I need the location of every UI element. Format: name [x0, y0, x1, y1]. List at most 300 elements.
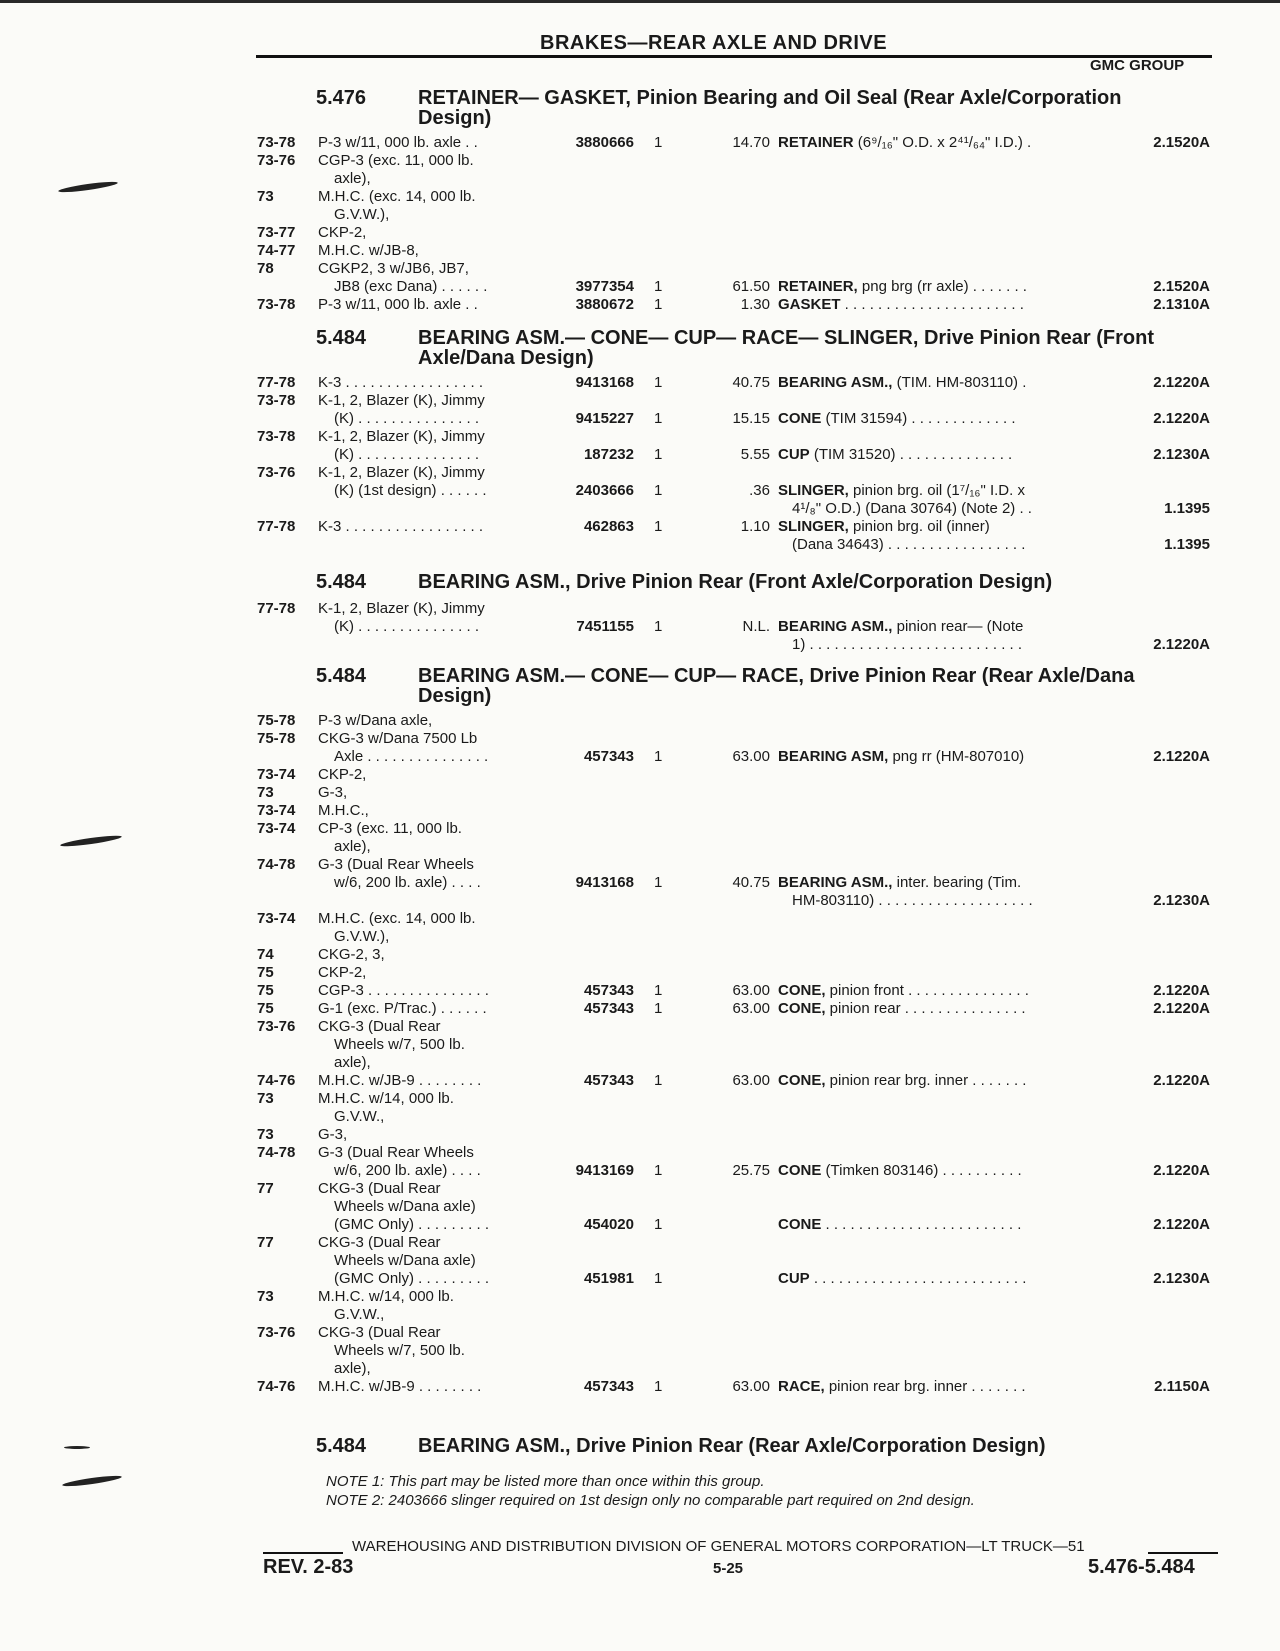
- catalog-row: [0, 1144, 1280, 1162]
- group-code: 2.1220A: [1153, 374, 1210, 391]
- group-code: 2.1230A: [1153, 446, 1210, 463]
- catalog-row: [0, 910, 1280, 928]
- part-detail: pinion rear— (Note: [892, 618, 1024, 635]
- model-applicability: K-3 . . . . . . . . . . . . . . . . .: [318, 374, 484, 391]
- quantity: 1: [654, 374, 663, 391]
- model-applicability: CGKP2, 3 w/JB6, JB7,: [318, 260, 469, 277]
- model-years: 73-74: [257, 766, 296, 783]
- part-number: 457343: [583, 748, 634, 765]
- part-detail: pinion rear brg. inner . . . . . . .: [825, 1072, 1027, 1089]
- catalog-row: [0, 1270, 1280, 1288]
- model-applicability: CKG-3 (Dual Rear: [318, 1018, 441, 1035]
- part-detail: pinion rear brg. inner . . . . . . .: [824, 1378, 1026, 1395]
- model-years: 75-78: [257, 730, 296, 747]
- group-label: GMC GROUP: [1090, 57, 1185, 74]
- catalog-row: [0, 928, 1280, 946]
- catalog-row: [0, 374, 1280, 392]
- section-heading: [0, 666, 1280, 712]
- model-years: 73-78: [257, 134, 296, 151]
- part-name: CONE,: [778, 1072, 826, 1089]
- part-detail: pinion brg. oil (inner): [848, 518, 990, 535]
- list-price: 40.75: [732, 874, 770, 891]
- catalog-row: [0, 410, 1280, 428]
- section-title: RETAINER— GASKET, Pinion Bearing and Oil Seal (Rear Axle/Corporation Design): [418, 87, 1122, 129]
- list-price: 63.00: [732, 982, 770, 999]
- quantity: 1: [654, 410, 663, 427]
- quantity: 1: [654, 748, 663, 765]
- model-years: 77-78: [257, 518, 296, 535]
- part-name: CONE: [778, 410, 822, 427]
- list-price: N.L.: [742, 618, 770, 635]
- model-applicability: Wheels w/7, 500 lb.: [334, 1342, 465, 1359]
- model-applicability: M.H.C.,: [318, 802, 369, 819]
- model-applicability: M.H.C. w/JB-9 . . . . . . . .: [318, 1072, 482, 1089]
- list-price: 14.70: [732, 134, 770, 151]
- part-detail: (Timken 803146) . . . . . . . . . .: [821, 1162, 1022, 1179]
- part-description: [778, 296, 1024, 314]
- model-applicability: axle),: [334, 170, 371, 187]
- model-applicability: CGP-3 . . . . . . . . . . . . . . .: [318, 982, 489, 999]
- group-code: 2.1230A: [1153, 892, 1210, 909]
- section-title: BEARING ASM.— CONE— CUP— RACE— SLINGER, Drive Pinion Rear (Front Axle/Dana Design): [418, 327, 1154, 369]
- part-number: 457343: [583, 982, 634, 999]
- quantity: 1: [654, 1216, 663, 1233]
- group-code: 2.1220A: [1153, 410, 1210, 427]
- model-applicability: CKP-2,: [318, 224, 367, 241]
- model-years: 73: [257, 1126, 274, 1143]
- catalog-section: [0, 1436, 1280, 1464]
- catalog-row: [0, 1126, 1280, 1144]
- catalog-row: [0, 1288, 1280, 1306]
- catalog-row: [0, 206, 1280, 224]
- catalog-section: [0, 328, 1280, 554]
- catalog-row: [0, 1306, 1280, 1324]
- list-price: 63.00: [732, 1378, 770, 1395]
- list-price: 40.75: [732, 374, 770, 391]
- title-rule: [256, 55, 1212, 58]
- section-heading: [0, 88, 1280, 134]
- model-applicability: G-3,: [318, 784, 348, 801]
- model-applicability: axle),: [334, 838, 371, 855]
- list-price: 25.75: [732, 1162, 770, 1179]
- catalog-row: [0, 242, 1280, 260]
- model-years: 73: [257, 1288, 274, 1305]
- part-detail: . . . . . . . . . . . . . . . . . . . . . .: [840, 296, 1024, 313]
- catalog-row: [0, 1090, 1280, 1108]
- model-applicability: Axle . . . . . . . . . . . . . . .: [334, 748, 489, 765]
- model-applicability: (GMC Only) . . . . . . . . .: [334, 1216, 490, 1233]
- part-number: 9413169: [575, 1162, 634, 1179]
- catalog-section: [0, 572, 1280, 654]
- catalog-row: [0, 1072, 1280, 1090]
- part-name: SLINGER,: [778, 482, 849, 499]
- model-years: 73-76: [257, 1018, 296, 1035]
- group-code: 2.1520A: [1153, 278, 1210, 295]
- part-number: 3880672: [575, 296, 634, 313]
- list-price: 15.15: [732, 410, 770, 427]
- quantity: 1: [654, 874, 663, 891]
- part-description: [778, 1072, 1026, 1090]
- model-applicability: G-3 (Dual Rear Wheels: [318, 856, 474, 873]
- part-description: [778, 1216, 1021, 1234]
- part-description: [778, 278, 1027, 296]
- model-years: 73-74: [257, 820, 296, 837]
- part-number: 462863: [583, 518, 634, 535]
- part-name: GASKET: [778, 296, 841, 313]
- part-description: [778, 518, 990, 536]
- catalog-row: [0, 712, 1280, 730]
- part-name: BEARING ASM.,: [778, 618, 893, 635]
- part-detail: . . . . . . . . . . . . . . . . . . . . . . . .: [821, 1216, 1022, 1233]
- notes: [326, 1472, 975, 1510]
- part-number: 7451155: [576, 618, 634, 635]
- catalog-row: [0, 600, 1280, 618]
- part-name: CUP: [778, 446, 810, 463]
- model-applicability: (K) . . . . . . . . . . . . . . .: [334, 410, 480, 427]
- catalog-row: [0, 946, 1280, 964]
- model-applicability: CP-3 (exc. 11, 000 lb.: [318, 820, 462, 837]
- part-detail: pinion front . . . . . . . . . . . . . . .: [825, 982, 1029, 999]
- part-description-continued: 4¹/₈" O.D.) (Dana 30764) (Note 2) . .: [792, 500, 1032, 517]
- catalog-row: [0, 766, 1280, 784]
- catalog-row: [0, 1108, 1280, 1126]
- part-detail: (TIM. HM-803110) .: [892, 374, 1027, 391]
- model-applicability: M.H.C. w/JB-8,: [318, 242, 419, 259]
- model-years: 75: [257, 1000, 274, 1017]
- part-number: 9413168: [575, 374, 634, 391]
- model-applicability: CKG-3 (Dual Rear: [318, 1234, 441, 1251]
- catalog-row: [0, 296, 1280, 314]
- part-description: [778, 748, 1024, 766]
- group-code: 2.1230A: [1153, 1270, 1210, 1287]
- note-2: NOTE 2: 2403666 slinger required on 1st design only no comparable part required on 2nd design.: [326, 1492, 975, 1509]
- note-1: NOTE 1: This part may be listed more than once within this group.: [326, 1473, 765, 1490]
- catalog-row: [0, 392, 1280, 410]
- model-applicability: Wheels w/Dana axle): [334, 1198, 476, 1215]
- part-detail: (TIM 31594) . . . . . . . . . . . . .: [821, 410, 1016, 427]
- part-description: [778, 982, 1029, 1000]
- model-years: 73-77: [257, 224, 296, 241]
- section-heading: [0, 1436, 1280, 1464]
- part-number: 451981: [583, 1270, 634, 1287]
- list-price: 63.00: [732, 748, 770, 765]
- part-name: BEARING ASM,: [778, 748, 889, 765]
- model-applicability: axle),: [334, 1054, 371, 1071]
- model-applicability: P-3 w/11, 000 lb. axle . .: [318, 134, 478, 151]
- part-name: RACE,: [778, 1378, 825, 1395]
- group-code: 2.1220A: [1153, 636, 1210, 653]
- part-description: [778, 618, 1023, 636]
- part-number: 454020: [583, 1216, 634, 1233]
- model-years: 77-78: [257, 374, 296, 391]
- catalog-row: [0, 482, 1280, 500]
- model-years: 77: [257, 1234, 274, 1251]
- model-applicability: M.H.C. w/14, 000 lb.: [318, 1090, 454, 1107]
- list-price: .36: [749, 482, 770, 499]
- model-applicability: K-1, 2, Blazer (K), Jimmy: [318, 600, 485, 617]
- group-code: 2.1310A: [1153, 296, 1210, 313]
- model-applicability: (K) . . . . . . . . . . . . . . .: [334, 618, 480, 635]
- model-applicability: M.H.C. w/JB-9 . . . . . . . .: [318, 1378, 482, 1395]
- catalog-section: [0, 666, 1280, 1396]
- part-description: [778, 874, 1021, 892]
- quantity: 1: [654, 1162, 663, 1179]
- part-number: 457343: [583, 1378, 634, 1395]
- model-applicability: M.H.C. w/14, 000 lb.: [318, 1288, 454, 1305]
- model-applicability: G-1 (exc. P/Trac.) . . . . . .: [318, 1000, 487, 1017]
- part-detail: png brg (rr axle) . . . . . . .: [857, 278, 1027, 295]
- catalog-row: [0, 170, 1280, 188]
- part-detail: (6⁹/₁₆" O.D. x 2⁴¹/₆₄" I.D.) .: [853, 134, 1032, 151]
- part-number: 457343: [583, 1000, 634, 1017]
- catalog-row: [0, 188, 1280, 206]
- model-applicability: K-1, 2, Blazer (K), Jimmy: [318, 428, 485, 445]
- model-years: 74-78: [257, 856, 296, 873]
- model-applicability: w/6, 200 lb. axle) . . . .: [334, 1162, 481, 1179]
- part-description-continued: (Dana 34643) . . . . . . . . . . . . . . . . .: [792, 536, 1026, 553]
- catalog-row: [0, 1234, 1280, 1252]
- catalog-row: [0, 1054, 1280, 1072]
- group-code: 1.1395: [1164, 500, 1210, 517]
- catalog-row: [0, 1378, 1280, 1396]
- model-years: 74: [257, 946, 274, 963]
- model-years: 73-76: [257, 464, 296, 481]
- part-detail: pinion rear . . . . . . . . . . . . . . .: [825, 1000, 1026, 1017]
- footer-rule-right: [1148, 1552, 1218, 1554]
- list-price: 5.55: [740, 446, 770, 463]
- model-applicability: axle),: [334, 1360, 371, 1377]
- group-code: 1.1395: [1164, 536, 1210, 553]
- catalog-row: [0, 1036, 1280, 1054]
- model-applicability: G.V.W.,: [334, 1108, 385, 1125]
- model-years: 73: [257, 188, 274, 205]
- quantity: 1: [654, 134, 663, 151]
- part-name: RETAINER,: [778, 278, 858, 295]
- catalog-row: [0, 856, 1280, 874]
- part-detail: inter. bearing (Tim.: [892, 874, 1022, 891]
- part-description: [778, 410, 1016, 428]
- revision-label: REV. 2-83: [263, 1556, 354, 1578]
- part-number: 9413168: [575, 874, 634, 891]
- model-applicability: CKP-2,: [318, 766, 367, 783]
- part-detail: (TIM 31520) . . . . . . . . . . . . . .: [809, 446, 1013, 463]
- group-code: 2.1520A: [1153, 134, 1210, 151]
- quantity: 1: [654, 1000, 663, 1017]
- list-price: 63.00: [732, 1072, 770, 1089]
- model-years: 73-78: [257, 296, 296, 313]
- footer-text: WAREHOUSING AND DISTRIBUTION DIVISION OF GENERAL MOTORS CORPORATION—LT TRUCK—51: [352, 1538, 1085, 1555]
- catalog-row: [0, 518, 1280, 536]
- part-description: [778, 1000, 1026, 1018]
- model-years: 75: [257, 964, 274, 981]
- part-number: 457343: [583, 1072, 634, 1089]
- model-applicability: P-3 w/Dana axle,: [318, 712, 433, 729]
- model-applicability: K-1, 2, Blazer (K), Jimmy: [318, 464, 485, 481]
- model-years: 73-76: [257, 1324, 296, 1341]
- catalog-row: [0, 982, 1280, 1000]
- model-years: 74-76: [257, 1378, 296, 1395]
- catalog-row: [0, 464, 1280, 482]
- section-number: 5.484: [316, 571, 367, 593]
- section-number: 5.484: [316, 327, 367, 349]
- catalog-row: [0, 428, 1280, 446]
- group-code: 2.1220A: [1153, 1216, 1210, 1233]
- model-applicability: CKP-2,: [318, 964, 367, 981]
- part-detail: . . . . . . . . . . . . . . . . . . . . . . . . . .: [809, 1270, 1027, 1287]
- catalog-row: [0, 134, 1280, 152]
- part-detail: pinion brg. oil (1⁷/₁₆" I.D. x: [848, 482, 1025, 499]
- model-years: 73: [257, 784, 274, 801]
- quantity: 1: [654, 1378, 663, 1395]
- quantity: 1: [654, 278, 663, 295]
- model-years: 73-76: [257, 152, 296, 169]
- part-name: CONE: [778, 1162, 822, 1179]
- catalog-row: [0, 446, 1280, 464]
- model-years: 74-77: [257, 242, 296, 259]
- model-years: 75-78: [257, 712, 296, 729]
- part-name: BEARING ASM.,: [778, 874, 893, 891]
- list-price: 61.50: [732, 278, 770, 295]
- list-price: 1.10: [740, 518, 770, 535]
- model-applicability: CKG-3 w/Dana 7500 Lb: [318, 730, 478, 747]
- section-heading: [0, 328, 1280, 374]
- model-applicability: K-3 . . . . . . . . . . . . . . . . .: [318, 518, 484, 535]
- model-applicability: Wheels w/7, 500 lb.: [334, 1036, 465, 1053]
- group-code: 2.1220A: [1153, 1000, 1210, 1017]
- catalog-row: [0, 152, 1280, 170]
- part-description-continued: HM-803110) . . . . . . . . . . . . . . . . . . .: [792, 892, 1033, 909]
- section-title: BEARING ASM., Drive Pinion Rear (Rear Axle/Corporation Design): [418, 1435, 1046, 1457]
- part-number: 9415227: [575, 410, 634, 427]
- model-years: 74-78: [257, 1144, 296, 1161]
- group-code: 2.1220A: [1153, 748, 1210, 765]
- model-years: 75: [257, 982, 274, 999]
- part-number: 3977354: [575, 278, 634, 295]
- catalog-section: [0, 88, 1280, 314]
- part-name: RETAINER: [778, 134, 854, 151]
- catalog-row: [0, 618, 1280, 636]
- catalog-row: [0, 1198, 1280, 1216]
- model-applicability: G-3 (Dual Rear Wheels: [318, 1144, 474, 1161]
- section-number: 5.484: [316, 1435, 367, 1457]
- catalog-row: [0, 784, 1280, 802]
- model-years: 73-74: [257, 802, 296, 819]
- part-number: 3880666: [575, 134, 634, 151]
- catalog-row: [0, 260, 1280, 278]
- part-name: CUP: [778, 1270, 810, 1287]
- group-code: 2.1220A: [1153, 982, 1210, 999]
- model-applicability: M.H.C. (exc. 14, 000 lb.: [318, 188, 476, 205]
- catalog-row: [0, 874, 1280, 892]
- section-title: BEARING ASM., Drive Pinion Rear (Front Axle/Corporation Design): [418, 571, 1053, 593]
- model-applicability: G.V.W.),: [334, 928, 390, 945]
- part-description: [778, 482, 1025, 500]
- quantity: 1: [654, 982, 663, 999]
- part-description: [778, 446, 1012, 464]
- quantity: 1: [654, 618, 663, 635]
- model-applicability: CKG-3 (Dual Rear: [318, 1324, 441, 1341]
- catalog-row: [0, 748, 1280, 766]
- margin-mark: [64, 1446, 90, 1449]
- model-years: 74-76: [257, 1072, 296, 1089]
- catalog-row: [0, 278, 1280, 296]
- catalog-row: [0, 1216, 1280, 1234]
- catalog-row: [0, 892, 1280, 910]
- model-applicability: P-3 w/11, 000 lb. axle . .: [318, 296, 478, 313]
- part-name: BEARING ASM.,: [778, 374, 893, 391]
- catalog-row: [0, 500, 1280, 518]
- model-applicability: G.V.W.),: [334, 206, 390, 223]
- quantity: 1: [654, 1270, 663, 1287]
- model-applicability: JB8 (exc Dana) . . . . . .: [334, 278, 488, 295]
- catalog-row: [0, 964, 1280, 982]
- catalog-row: [0, 820, 1280, 838]
- model-applicability: G.V.W.,: [334, 1306, 385, 1323]
- footer-rule-left: [263, 1552, 343, 1554]
- catalog-row: [0, 1018, 1280, 1036]
- catalog-row: [0, 802, 1280, 820]
- quantity: 1: [654, 1072, 663, 1089]
- model-applicability: Wheels w/Dana axle): [334, 1252, 476, 1269]
- model-years: 73: [257, 1090, 274, 1107]
- part-description: [778, 1378, 1026, 1396]
- part-description-continued: 1) . . . . . . . . . . . . . . . . . . . . . . . . . .: [792, 636, 1023, 653]
- section-heading: [0, 572, 1280, 600]
- catalog-row: [0, 838, 1280, 856]
- catalog-row: [0, 1180, 1280, 1198]
- section-number: 5.484: [316, 665, 367, 687]
- model-applicability: M.H.C. (exc. 14, 000 lb.: [318, 910, 476, 927]
- part-name: CONE: [778, 1216, 822, 1233]
- part-description: [778, 1162, 1022, 1180]
- group-code: 2.1220A: [1153, 1072, 1210, 1089]
- quantity: 1: [654, 482, 663, 499]
- model-applicability: (K) . . . . . . . . . . . . . . .: [334, 446, 480, 463]
- catalog-row: [0, 1324, 1280, 1342]
- model-applicability: G-3,: [318, 1126, 348, 1143]
- section-title: BEARING ASM.— CONE— CUP— RACE, Drive Pinion Rear (Rear Axle/Dana Design): [418, 665, 1135, 707]
- model-applicability: (GMC Only) . . . . . . . . .: [334, 1270, 490, 1287]
- part-name: CONE,: [778, 1000, 826, 1017]
- group-code: 2.1220A: [1153, 1162, 1210, 1179]
- catalog-row: [0, 536, 1280, 554]
- catalog-row: [0, 1162, 1280, 1180]
- section-range: 5.476-5.484: [1088, 1556, 1195, 1578]
- quantity: 1: [654, 446, 663, 463]
- model-years: 73-74: [257, 910, 296, 927]
- catalog-row: [0, 636, 1280, 654]
- model-years: 77-78: [257, 600, 296, 617]
- section-number: 5.476: [316, 87, 367, 109]
- model-applicability: K-1, 2, Blazer (K), Jimmy: [318, 392, 485, 409]
- catalog-row: [0, 1342, 1280, 1360]
- model-years: 73-78: [257, 392, 296, 409]
- top-rule: [0, 0, 1280, 10]
- part-name: SLINGER,: [778, 518, 849, 535]
- catalog-row: [0, 1360, 1280, 1378]
- model-applicability: CKG-3 (Dual Rear: [318, 1180, 441, 1197]
- model-applicability: CKG-2, 3,: [318, 946, 385, 963]
- model-years: 77: [257, 1180, 274, 1197]
- model-years: 73-78: [257, 428, 296, 445]
- catalog-row: [0, 1000, 1280, 1018]
- part-detail: png rr (HM-807010): [888, 748, 1025, 765]
- model-years: 78: [257, 260, 274, 277]
- model-applicability: w/6, 200 lb. axle) . . . .: [334, 874, 481, 891]
- catalog-row: [0, 224, 1280, 242]
- part-name: CONE,: [778, 982, 826, 999]
- model-applicability: CGP-3 (exc. 11, 000 lb.: [318, 152, 474, 169]
